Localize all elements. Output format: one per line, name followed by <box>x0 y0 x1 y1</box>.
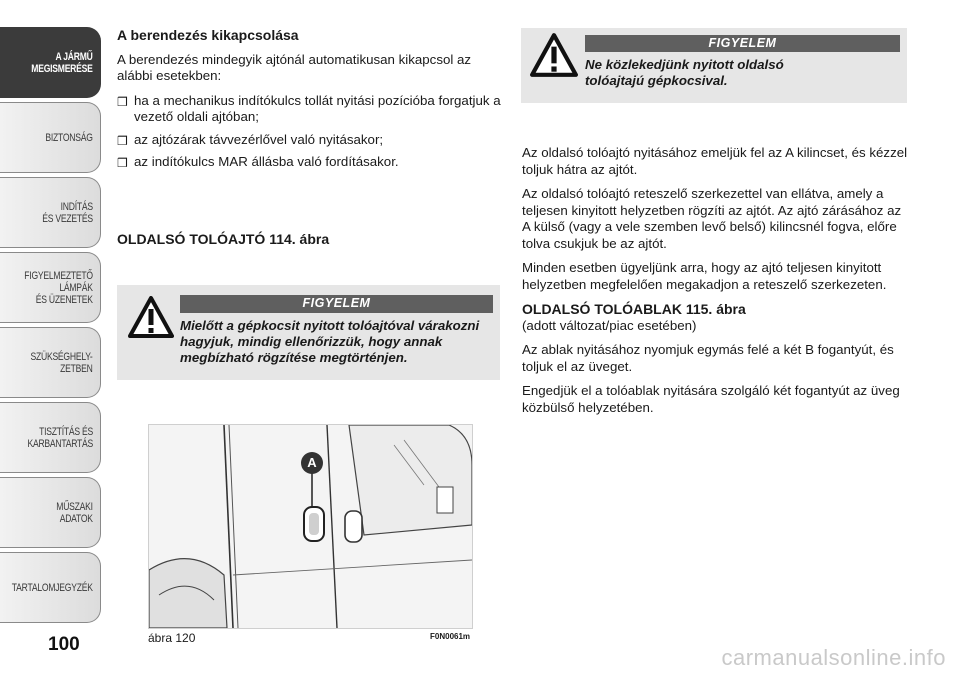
tab-label: TISZTÍTÁS ÉS KARBANTARTÁS <box>27 425 93 450</box>
tab-label: INDÍTÁS ÉS VEZETÉS <box>42 200 93 225</box>
paragraph: Az oldalsó tolóajtó nyitásához emeljük fel az A kilincset, és kézzel toljuk hátra az ajtót. <box>522 145 908 177</box>
tab-tisztitas-es-karbantartas[interactable] <box>0 402 101 473</box>
list-item: ❒ ha a mechanikus indítókulcs tollát nyitási pozícióba forgatjuk a vezető oldali ajtóban; <box>117 92 501 124</box>
left-column <box>117 27 502 179</box>
tab-szukseghelyzetben[interactable] <box>0 327 101 398</box>
tab-tartalomjegyzek[interactable] <box>0 552 101 623</box>
chapter-tabs <box>0 27 103 627</box>
list-item: ❒ az ajtózárak távvezérlővel való nyitásakor; <box>117 131 384 148</box>
warning-text: Ne közlekedjünk nyitott oldalsó tolóajtajú gépkocsival. <box>585 57 784 88</box>
tab-label: TARTALOMJEGYZÉK <box>12 581 93 594</box>
warning-triangle-icon <box>128 296 174 338</box>
figure-caption: ábra 120 <box>148 631 196 645</box>
tab-label: A JÁRMŰ MEGISMERÉSE <box>31 50 93 75</box>
tab-label: MŰSZAKI ADATOK <box>56 500 93 525</box>
warning-title: FIGYELEM <box>180 295 493 313</box>
tab-biztonsag[interactable] <box>0 102 101 173</box>
tab-label: SZÜKSÉGHELY- ZETBEN <box>30 350 93 375</box>
tab-a-jarmu-megismerese[interactable] <box>0 27 101 98</box>
paragraph: Az ablak nyitásához nyomjuk egymás felé a két B fogantyút, és toljuk el az üveget. <box>522 342 894 374</box>
paragraph: Minden esetben ügyeljünk arra, hogy az ajtó teljesen kinyitott helyzetben megfelelően megakadjon a reteszelő szerkezeten. <box>522 260 887 292</box>
checkbox-bullet-icon: ❒ <box>117 133 128 148</box>
van-side-door-illustration <box>148 424 473 629</box>
warning-text: Mielőtt a gépkocsit nyitott tolóajtóval várakozni hagyjuk, mindig ellenőrizzük, hogy annak megbízható rögzítése megtörténjen. <box>180 318 480 365</box>
warning-title: FIGYELEM <box>585 35 900 52</box>
figure-code: F0N0061m <box>430 632 471 641</box>
tab-muszaki-adatok[interactable] <box>0 477 101 548</box>
intro-paragraph: A berendezés mindegyik ajtónál automatikusan kikapcsol az alábbi esetekben: <box>117 51 472 83</box>
paragraph: Engedjük el a tolóablak nyitására szolgáló két fogantyút az üveg közbülső helyzetében. <box>522 383 900 415</box>
checkbox-bullet-icon: ❒ <box>117 156 128 170</box>
tab-figyelmezteto-lampak[interactable] <box>0 252 101 323</box>
checkbox-bullet-icon: ❒ <box>117 94 128 109</box>
callout-marker-a: A <box>301 452 323 474</box>
warning-box <box>117 285 500 380</box>
tab-inditas-es-vezetes[interactable] <box>0 177 101 248</box>
warning-triangle-icon <box>530 33 578 77</box>
bullet-list <box>117 93 502 171</box>
tab-label: BIZTONSÁG <box>45 131 93 144</box>
paragraph: Az oldalsó tolóajtó reteszelő szerkezettel van ellátva, amely a teljesen kinyitott helyzetben rögzíti az ajtót. Az ajtó zárásához az A külső (vagy a vele szemben levő belső) kilincsnél fogva, előre tolva csukjuk be az ajtót. <box>522 186 902 251</box>
page-number: 100 <box>48 634 80 655</box>
section-subtitle: (adott változat/piac esetében) <box>522 317 697 333</box>
section-title-sliding-door: OLDALSÓ TOLÓAJTÓ 114. ábra <box>117 231 330 247</box>
tab-label: FIGYELMEZTETŐ LÁMPÁK ÉS ÜZENETEK <box>24 269 93 306</box>
warning-box-right <box>521 28 907 103</box>
watermark: carmanualsonline.info <box>721 645 946 670</box>
right-column <box>522 145 910 424</box>
section-heading: A berendezés kikapcsolása <box>117 27 299 43</box>
list-item: ❒ az indítókulcs MAR állásba való fordításakor. <box>117 154 399 170</box>
section-title-sliding-window: OLDALSÓ TOLÓABLAK 115. ábra <box>522 301 746 317</box>
